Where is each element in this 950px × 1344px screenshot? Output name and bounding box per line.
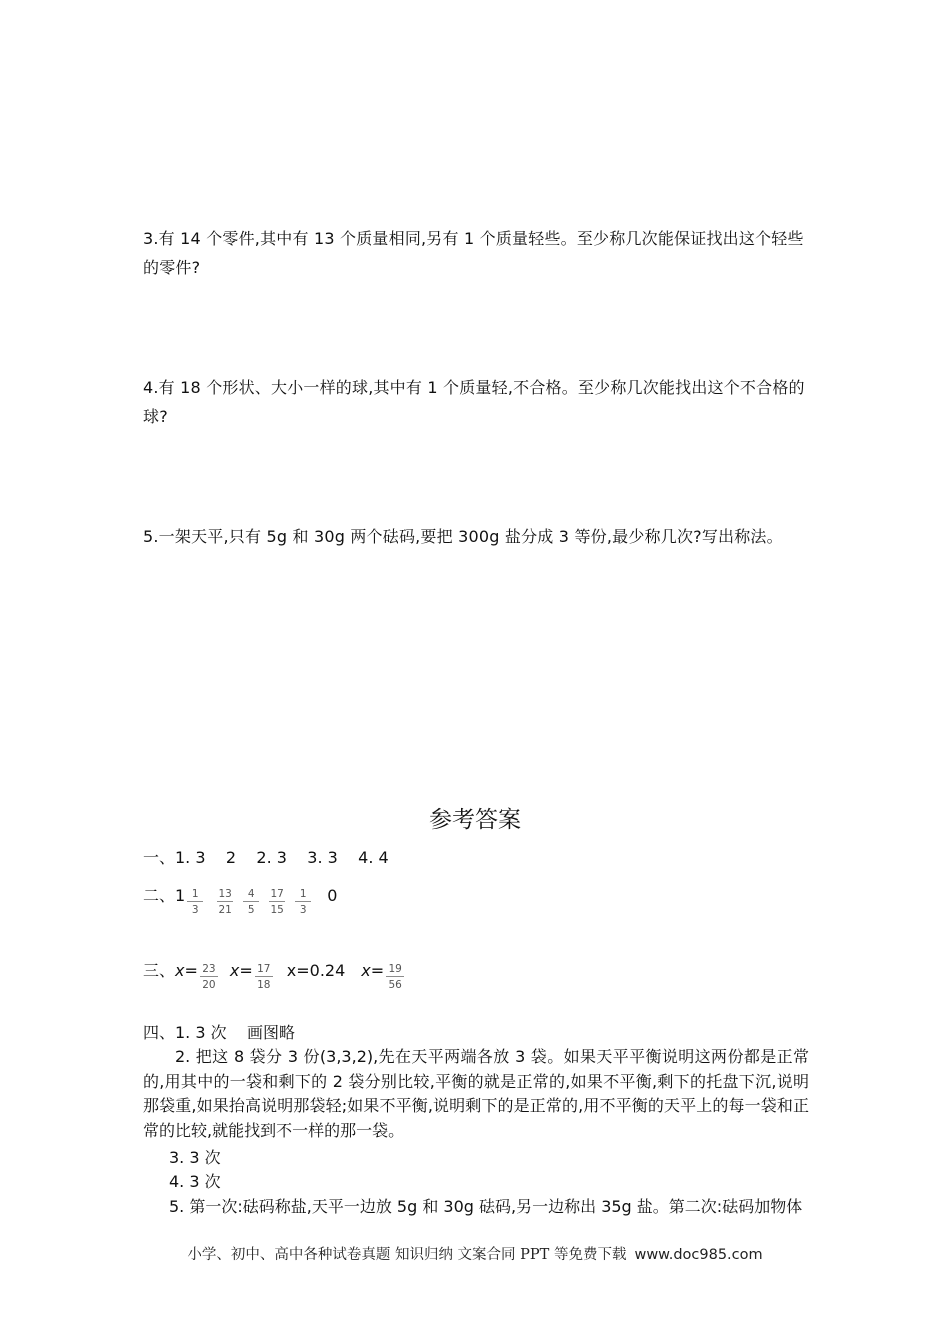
answer-part-1: 一、1. 3 2 2. 3 3. 3 4. 4 — [143, 848, 389, 867]
answer-part-2-prefix: 二、1 — [143, 886, 186, 905]
fraction: $\frac{4}{5}$ — [241, 884, 261, 922]
answer-part-3-value: x=0.24 — [286, 961, 346, 980]
fraction: $\frac{17}{18}$ — [253, 959, 275, 997]
answer-part-4-item-4: 4. 3 次 — [169, 1172, 221, 1191]
x-label: x= — [361, 961, 385, 980]
answer-part-4-line-1: 四、1. 3 次 画图略 — [143, 1023, 295, 1042]
fraction: $\frac{17}{15}$ — [270, 888, 284, 916]
page-footer — [0, 1244, 950, 1266]
answer-part-3 — [143, 959, 412, 997]
fraction: $\frac{23}{20}$ — [198, 959, 220, 997]
fraction: $\frac{19}{56}$ — [384, 959, 406, 997]
question-4: 4.有 18 个形状、大小一样的球,其中有 1 个质量轻,不合格。至少称几次能找出这个不合格的球? — [143, 378, 805, 426]
fraction: $\frac{13}{21}$ — [218, 888, 232, 916]
question-5: 5.一架天平,只有 5g 和 30g 两个砝码,要把 300g 盐分成 3 等份,最少称几次?写出称法。 — [143, 527, 783, 546]
answer-part-4-item-3: 3. 3 次 — [169, 1148, 221, 1167]
answer-part-4-item-5: 5. 第一次:砝码称盐,天平一边放 5g 和 30g 砝码,另一边称出 35g 盐。第二次:砝码加物体 — [169, 1197, 803, 1216]
x-label: x= — [175, 961, 198, 980]
x-label: x= — [229, 961, 253, 980]
answer-part-2-suffix: 0 — [327, 886, 338, 905]
fraction: $\frac{1}{3}$ — [185, 884, 205, 922]
answer-part-2 — [143, 884, 337, 922]
footer-text: 小学、初中、高中各种试卷真题 知识归纳 文案合同 PPT 等免费下载 — [187, 1247, 627, 1263]
footer-url: www.doc985.com — [634, 1247, 763, 1263]
answers-title: 参考答案 — [429, 807, 521, 833]
answer-part-3-prefix: 三、 — [143, 961, 176, 980]
answer-part-4-item-2: 2. 把这 8 袋分 3 份(3,3,2),先在天平两端各放 3 袋。如果天平平衡说明这两份都是正常的,用其中的一袋和剩下的 2 袋分别比较,平衡的就是正常的,如果不平衡,剩下的托盘下沉,说明那袋重,如果抬高说明那袋轻;如果不平衡,说明剩下的是正常的,用不平衡的天平上的每一袋和正常的比较,就能找到不一样的那一袋。 — [143, 1047, 809, 1140]
question-3: 3.有 14 个零件,其中有 13 个质量相同,另有 1 个质量轻些。至少称几次能保证找出这个轻些的零件? — [143, 229, 804, 277]
fraction: $\frac{1}{3}$ — [293, 884, 313, 922]
